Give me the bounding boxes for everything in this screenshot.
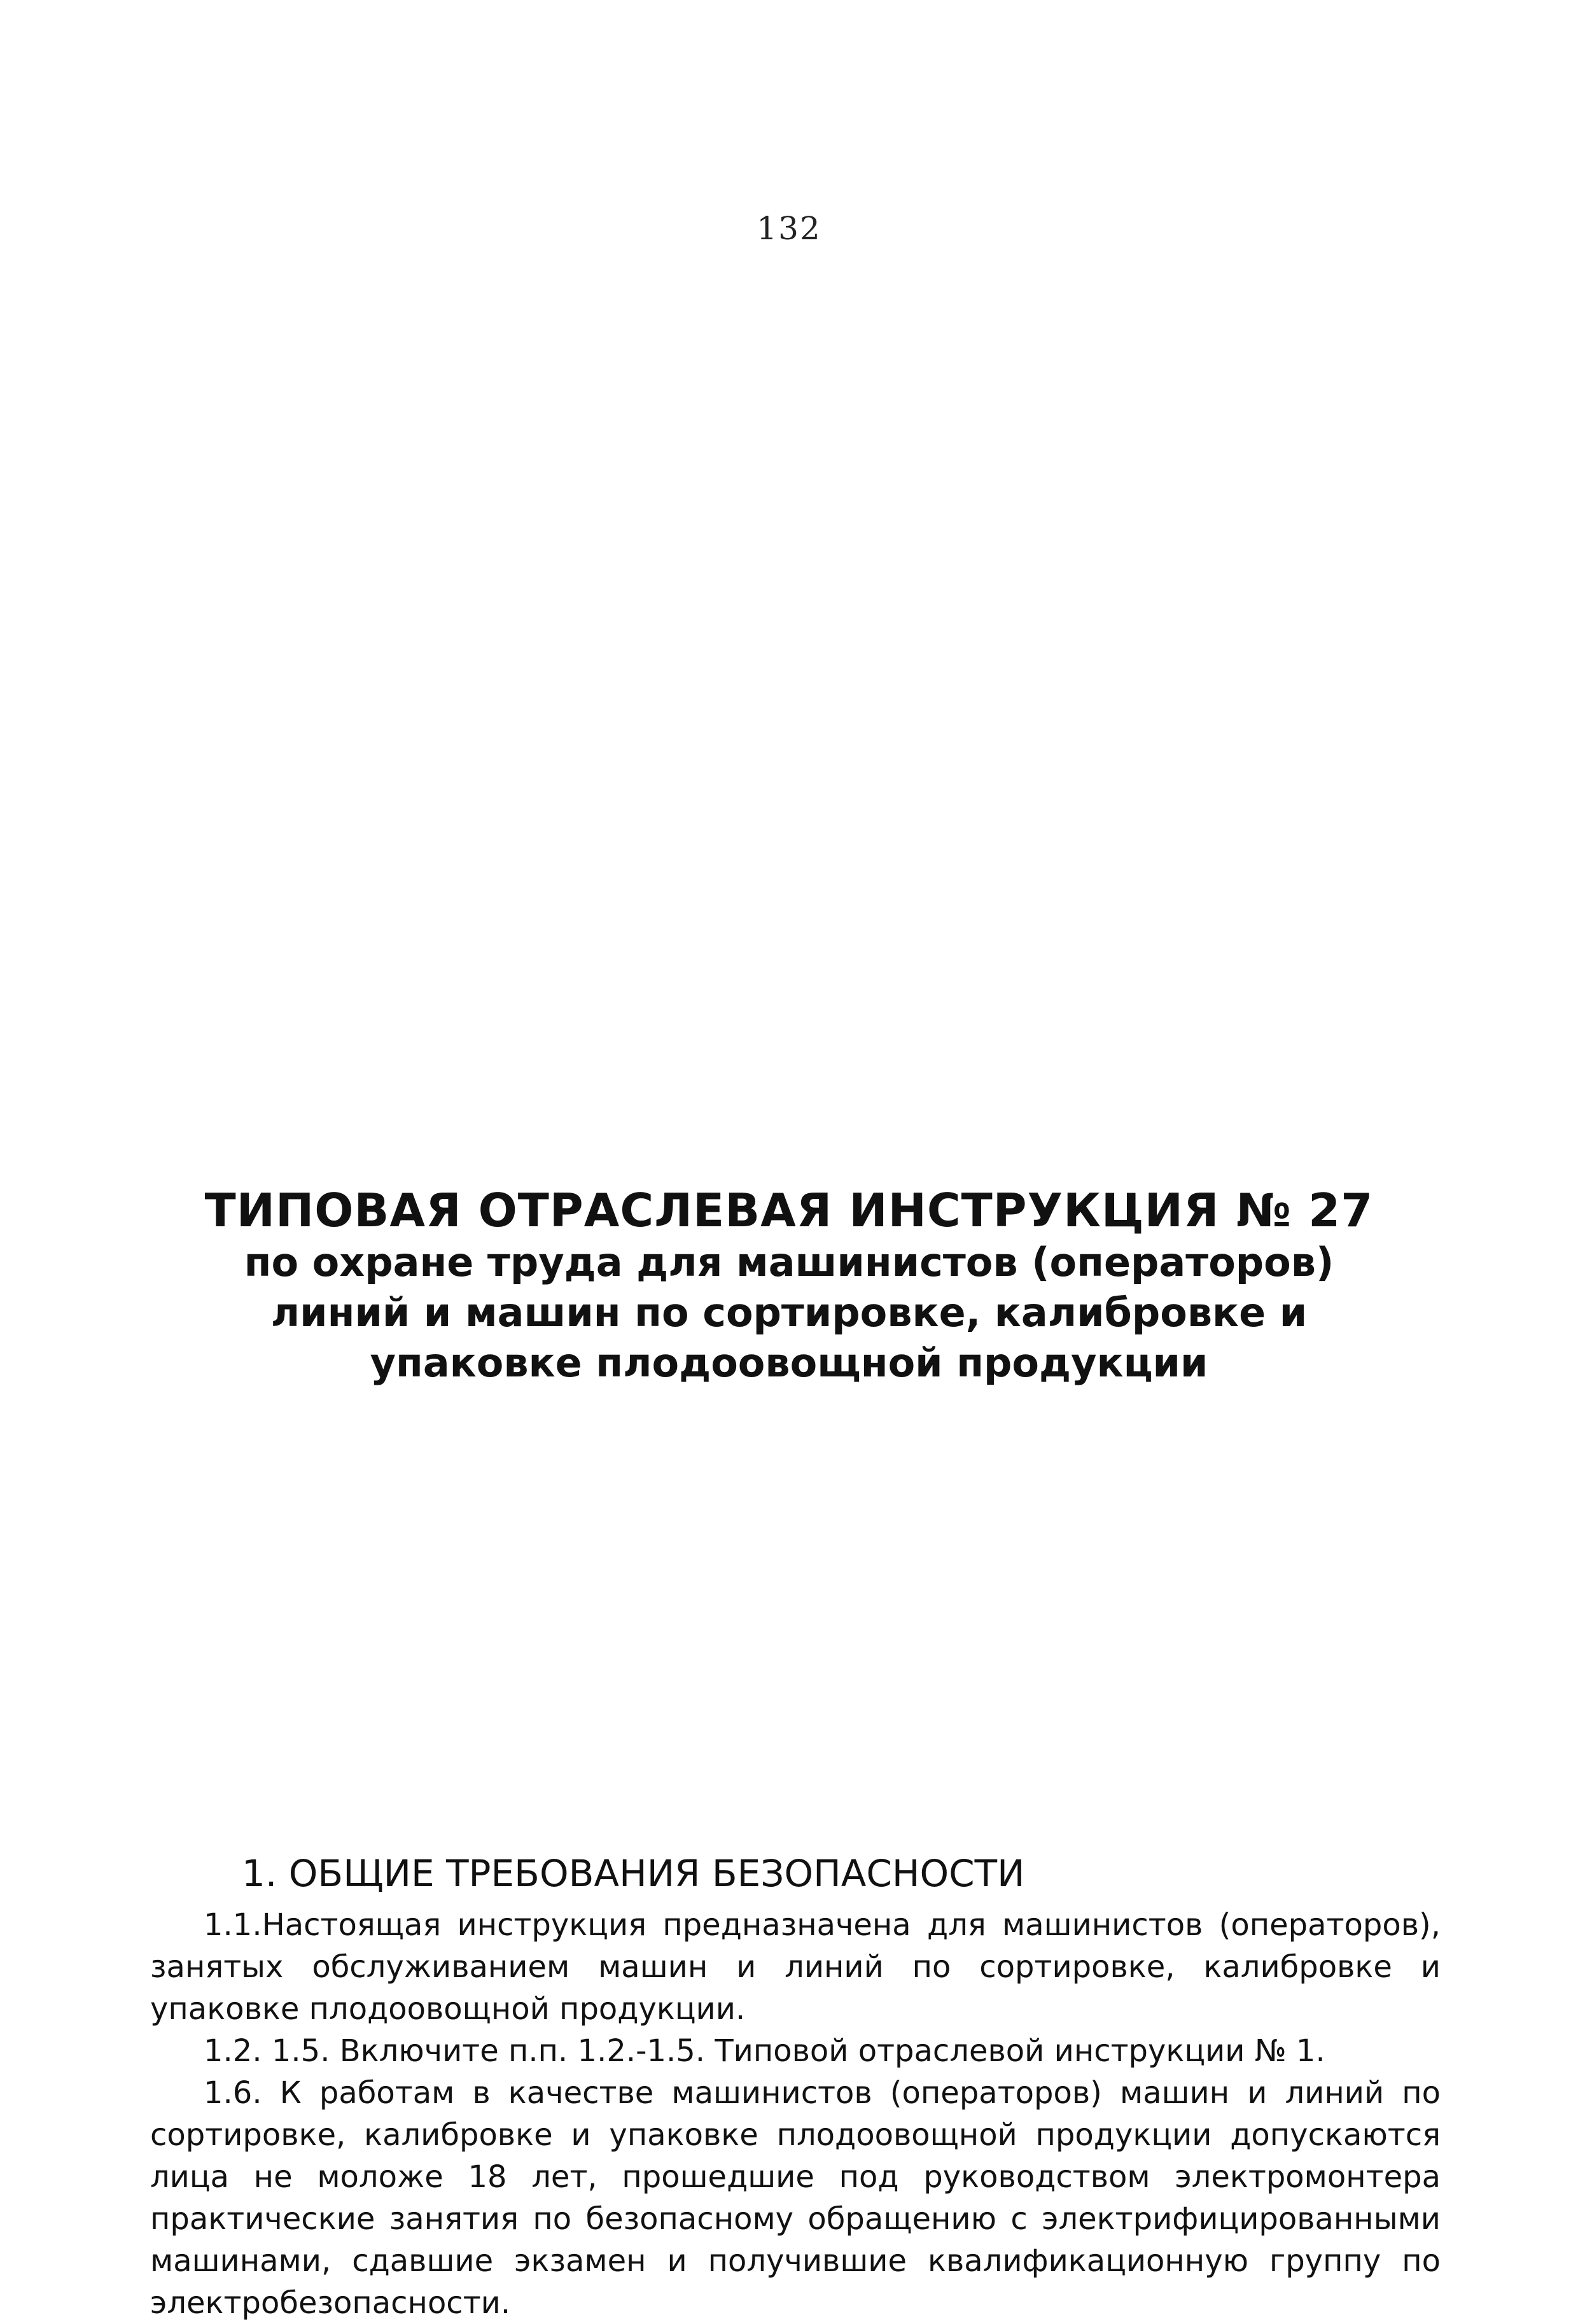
paragraph-1-1: 1.1.Настоящая инструкция предназначена для машинистов (операторов), занятых обслуживанием машин и линий по сортировке, калибровке и упаковке плодоовощной продукции. [150,1907,1441,2027]
paragraph-1-6: 1.6. К работам в качестве машинистов (операторов) машин и линий по сортировке, калибровке и упаковке плодоовощной продукции допускаются лица не моложе 18 лет, прошедшие под руководством электромонтера практические занятия по безопасному обращению с электрифицированными машинами, сдавшие экзамен и получившие квалификационную группу по электробезопасности. [150,2075,1441,2321]
document-title [178,1184,1400,1388]
paragraph-1-2: 1.2. 1.5. Включите п.п. 1.2.-1.5. Типовой отраслевой инструкции № 1. [204,2033,1325,2069]
page-number: 132 [757,210,821,247]
title-main: ТИПОВАЯ ОТРАСЛЕВАЯ ИНСТРУКЦИЯ № 27 [204,1184,1374,1237]
section-heading: 1. ОБЩИЕ ТРЕБОВАНИЯ БЕЗОПАСНОСТИ [242,1852,1025,1895]
title-subtitle: по охране труда для машинистов (операторов) линий и машин по сортировке, калибровке и упаковке плодоовощной продукции [244,1239,1334,1386]
section-body [150,1904,1441,2324]
